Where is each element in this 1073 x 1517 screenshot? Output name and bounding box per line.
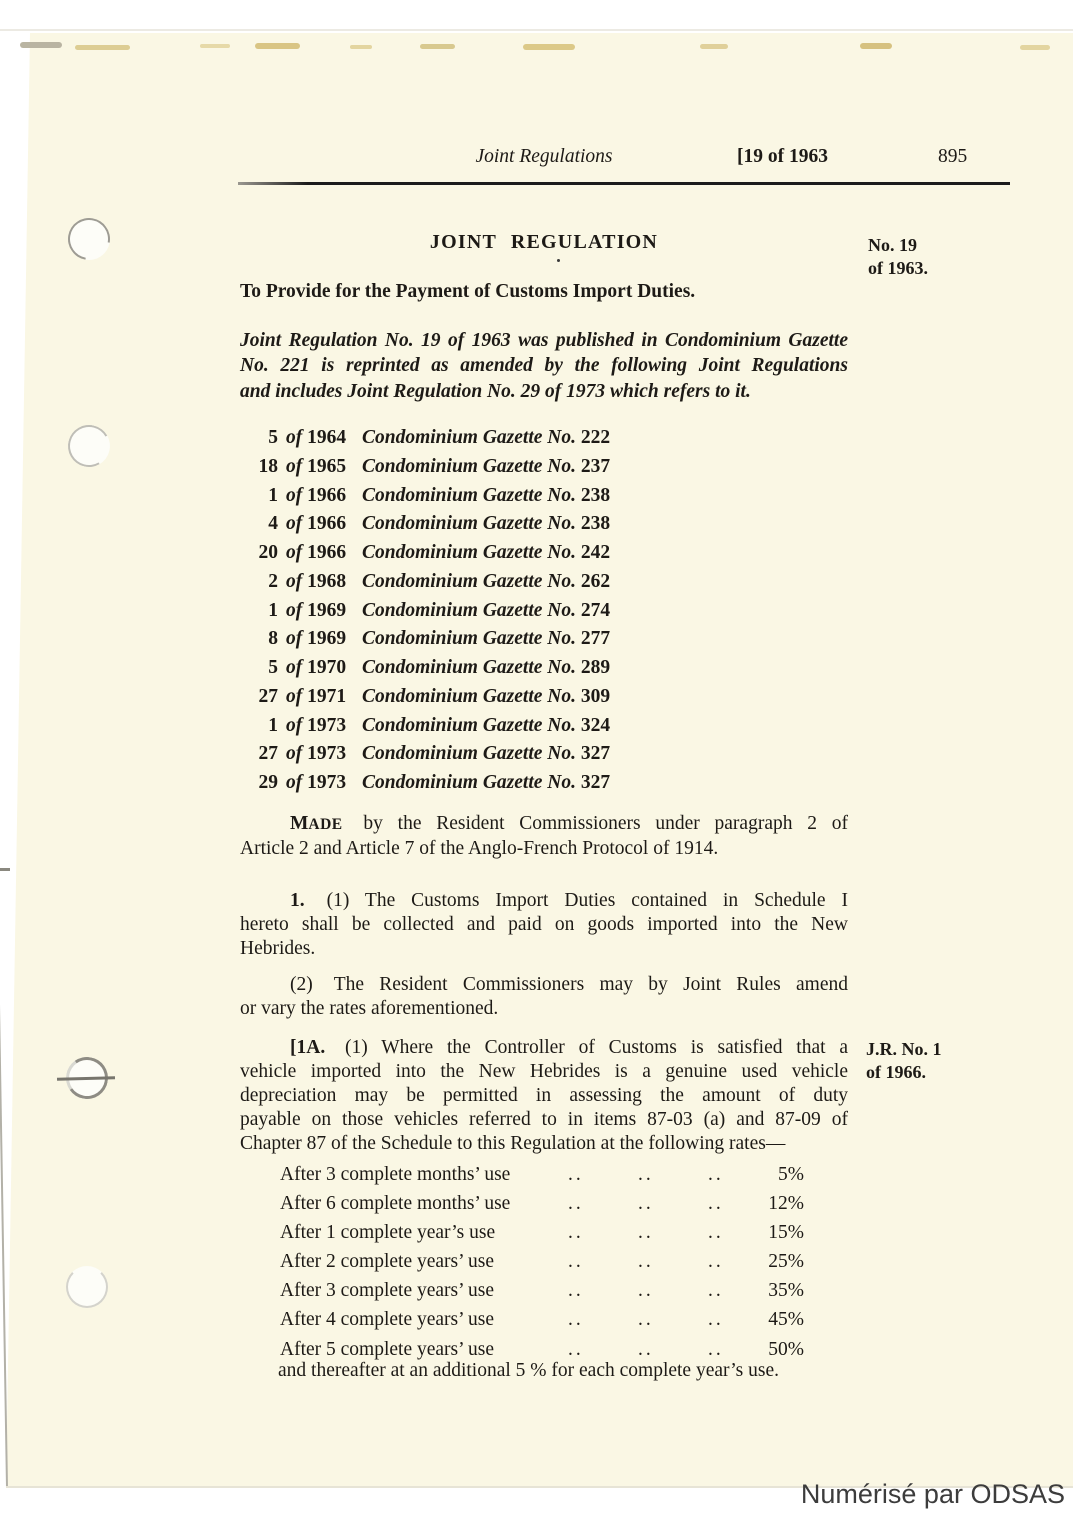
amendment-row xyxy=(240,424,800,453)
rate-value: 35% xyxy=(768,1280,804,1302)
gazette-label: Condominium Gazette No. xyxy=(362,570,576,592)
amendment-row xyxy=(240,712,800,741)
rate-label: After 3 complete months’ use xyxy=(280,1164,511,1185)
scan-artifact xyxy=(0,868,10,871)
made-clause-line: MADE by the Resident Commissioners under paragraph 2 of xyxy=(290,813,849,834)
gazette-issue: 238 xyxy=(580,513,611,535)
of-label: of xyxy=(286,513,303,535)
amendment-number: 20 xyxy=(258,542,278,563)
section-line: depreciation may be permitted in assessing the amount of duty xyxy=(240,1085,848,1106)
gazette-label: Condominium Gazette No. xyxy=(362,455,576,477)
gazette-issue: 324 xyxy=(580,714,611,736)
gazette-issue: 309 xyxy=(580,685,611,707)
amendment-year xyxy=(286,510,354,539)
year-value: 1968 xyxy=(307,570,347,592)
amendment-gazette xyxy=(362,453,800,482)
of-label: of xyxy=(286,628,303,650)
amendment-gazette xyxy=(362,568,800,597)
amendment-number: 2 xyxy=(268,570,278,592)
margin-note-line: J.R. No. 1 xyxy=(866,1039,942,1059)
year-value: 1966 xyxy=(307,513,347,535)
preamble-line: and includes Joint Regulation No. 29 of 1973 which refers to it. xyxy=(240,380,751,402)
dot-leader: .. xyxy=(708,1164,724,1185)
gazette-issue: 238 xyxy=(580,484,611,506)
section-line: Chapter 87 of the Schedule to this Regulation at the following rates— xyxy=(240,1133,786,1154)
dot-leader: .. xyxy=(638,1193,654,1215)
amendment-number: 1 xyxy=(268,484,278,506)
of-label: of xyxy=(286,427,303,448)
gazette-label: Condominium Gazette No. xyxy=(362,743,576,765)
dot-leader: .. xyxy=(708,1309,724,1331)
amendment-gazette xyxy=(362,625,800,654)
rate-value: 45% xyxy=(768,1309,804,1331)
amendment-year xyxy=(286,568,354,597)
year-value: 1964 xyxy=(307,427,347,448)
dot-leader: .. xyxy=(568,1338,584,1360)
gazette-label: Condominium Gazette No. xyxy=(362,628,576,650)
gazette-issue: 222 xyxy=(580,427,611,448)
amendment-row xyxy=(240,482,800,511)
made-clause-line: Article 2 and Article 7 of the Anglo-French Protocol of 1914. xyxy=(240,838,719,859)
gazette-label: Condominium Gazette No. xyxy=(362,772,576,793)
amendment-year xyxy=(286,683,354,712)
amendment-row xyxy=(240,568,800,597)
rate-row xyxy=(280,1276,804,1305)
amendment-year xyxy=(286,424,354,453)
dot-leader: .. xyxy=(708,1222,724,1244)
amendment-number: 18 xyxy=(258,455,278,477)
amendment-gazette xyxy=(362,712,800,741)
rate-value: 12% xyxy=(768,1193,804,1215)
section-line: hereto shall be collected and paid on goods imported into the New xyxy=(240,914,848,935)
gazette-issue: 237 xyxy=(580,455,611,477)
amendment-year xyxy=(286,654,354,683)
amendment-year xyxy=(286,769,354,798)
of-label: of xyxy=(286,599,303,621)
subsection-number: (2) xyxy=(290,974,313,995)
amendment-row xyxy=(240,625,800,654)
amendment-row xyxy=(240,453,800,482)
gazette-label: Condominium Gazette No. xyxy=(362,657,576,678)
scan-artifact xyxy=(420,44,455,49)
year-value: 1973 xyxy=(307,714,347,736)
paper-left-edge xyxy=(0,33,8,1487)
dot-leader: .. xyxy=(568,1309,584,1331)
gazette-issue: 242 xyxy=(580,542,611,563)
preamble-line: No. 221 is reprinted as amended by the following Joint Regulations xyxy=(240,355,848,377)
dot-leader: .. xyxy=(638,1251,654,1273)
dot-leader: .. xyxy=(568,1251,584,1273)
amendment-gazette xyxy=(362,597,800,626)
gazette-label: Condominium Gazette No. xyxy=(362,513,576,535)
year-value: 1966 xyxy=(307,484,347,506)
section-line: 1. (1) The Customs Import Duties contained in Schedule I xyxy=(290,890,849,911)
of-label: of xyxy=(286,542,303,563)
made-word-cap: MADE xyxy=(290,813,343,834)
amendment-row xyxy=(240,740,800,769)
section-line: Hebrides. xyxy=(240,938,316,959)
of-label: of xyxy=(286,455,303,477)
rate-label: After 1 complete year’s use xyxy=(280,1222,496,1244)
dot-leader: .. xyxy=(708,1251,724,1273)
gazette-label: Condominium Gazette No. xyxy=(362,685,576,707)
dot-leader: .. xyxy=(638,1222,654,1244)
amendment-gazette xyxy=(362,510,800,539)
dot-leader: .. xyxy=(568,1280,584,1302)
amendment-number: 1 xyxy=(268,599,278,621)
of-label: of xyxy=(286,657,303,678)
amendment-number: 5 xyxy=(268,657,278,678)
scan-artifact xyxy=(200,44,230,48)
rate-row xyxy=(280,1247,804,1276)
amendment-year xyxy=(286,597,354,626)
amendment-row xyxy=(240,769,800,798)
amendment-gazette xyxy=(362,424,800,453)
margin-note-jr-reference xyxy=(866,1038,942,1084)
amendment-number: 27 xyxy=(258,685,278,707)
amendment-row xyxy=(240,683,800,712)
rate-value: 50% xyxy=(768,1338,804,1360)
amendment-row xyxy=(240,510,800,539)
dot-leader: .. xyxy=(638,1164,654,1185)
punch-hole xyxy=(66,1266,108,1308)
of-label: of xyxy=(286,743,303,765)
regulation-title: To Provide for the Payment of Customs Import Duties. xyxy=(240,281,696,302)
gazette-label: Condominium Gazette No. xyxy=(362,484,576,506)
section-line: or vary the rates aforementioned. xyxy=(240,998,499,1019)
scan-artifact xyxy=(700,44,728,49)
gazette-issue: 327 xyxy=(580,772,611,793)
scan-artifact xyxy=(523,44,575,50)
gazette-issue: 274 xyxy=(580,599,611,621)
dot-leader: .. xyxy=(568,1222,584,1244)
amendment-number: 5 xyxy=(268,427,278,448)
gazette-label: Condominium Gazette No. xyxy=(362,427,576,448)
section-number: 1. xyxy=(290,890,305,911)
dot-leader: .. xyxy=(568,1193,584,1215)
rate-row xyxy=(280,1160,804,1189)
running-header-reference: [19 of 1963 xyxy=(737,146,828,167)
amendment-number: 1 xyxy=(268,714,278,736)
made-clause xyxy=(240,812,848,861)
amendment-number: 29 xyxy=(258,772,278,793)
rate-label: After 6 complete months’ use xyxy=(280,1193,511,1215)
year-value: 1969 xyxy=(307,599,347,621)
amendment-year xyxy=(286,453,354,482)
dot-leader: .. xyxy=(708,1280,724,1302)
amendment-number: 27 xyxy=(258,743,278,765)
of-label: of xyxy=(286,570,303,592)
rate-label: After 3 complete years’ use xyxy=(280,1280,495,1302)
amendments-list xyxy=(240,424,800,798)
margin-note-line: of 1963. xyxy=(868,258,928,278)
gazette-label: Condominium Gazette No. xyxy=(362,542,576,563)
header-rule xyxy=(238,182,1010,185)
amendment-number: 4 xyxy=(268,513,278,535)
gazette-issue: 289 xyxy=(580,657,611,678)
regulation-heading: JOINT REGULATION xyxy=(429,231,659,253)
rate-value: 25% xyxy=(768,1251,804,1273)
of-label: of xyxy=(286,484,303,506)
amendment-gazette xyxy=(362,482,800,511)
scan-artifact xyxy=(557,259,560,262)
page-number: 895 xyxy=(938,146,968,167)
rate-value: 5% xyxy=(778,1164,804,1185)
rate-label: After 2 complete years’ use xyxy=(280,1251,495,1273)
amendment-year xyxy=(286,625,354,654)
amendment-gazette xyxy=(362,539,800,568)
section-number: [1A. xyxy=(290,1037,326,1058)
section-line: vehicle imported into the New Hebrides is a genuine used vehicle xyxy=(240,1061,848,1082)
amendment-row xyxy=(240,654,800,683)
margin-note-regulation-number xyxy=(868,234,928,280)
section-line: payable on those vehicles referred to in items 87-03 (a) and 87-09 of xyxy=(240,1109,848,1130)
dot-leader: .. xyxy=(568,1164,584,1185)
scan-artifact xyxy=(20,42,62,48)
section-1-2 xyxy=(240,973,848,1021)
amendment-gazette xyxy=(362,654,800,683)
section-line: [1A. (1) Where the Controller of Customs is satisfied that a xyxy=(290,1037,849,1058)
year-value: 1973 xyxy=(307,743,347,765)
year-value: 1971 xyxy=(307,685,347,707)
amendment-year xyxy=(286,482,354,511)
amendment-number: 8 xyxy=(268,628,278,650)
dot-leader: .. xyxy=(638,1338,654,1360)
year-value: 1973 xyxy=(307,772,347,793)
amendment-gazette xyxy=(362,740,800,769)
rate-row xyxy=(280,1218,804,1247)
of-label: of xyxy=(286,714,303,736)
scan-artifact xyxy=(860,43,892,49)
scan-artifact xyxy=(1020,45,1050,50)
dot-leader: .. xyxy=(638,1280,654,1302)
rate-label: After 4 complete years’ use xyxy=(280,1309,495,1331)
amendment-year xyxy=(286,712,354,741)
scan-edge-hairline xyxy=(0,29,1073,31)
preamble-paragraph xyxy=(240,328,848,404)
scan-artifact xyxy=(255,43,300,49)
amendment-year xyxy=(286,539,354,568)
rate-row xyxy=(280,1189,804,1218)
dot-leader: .. xyxy=(638,1309,654,1331)
margin-note-line: No. 19 xyxy=(868,235,917,255)
section-line: (2) The Resident Commissioners may by Joint Rules amend xyxy=(290,974,848,995)
year-value: 1970 xyxy=(307,657,347,678)
rate-value: 15% xyxy=(768,1222,804,1244)
gazette-issue: 262 xyxy=(580,570,611,592)
depreciation-rates-table xyxy=(280,1160,804,1364)
gazette-issue: 277 xyxy=(580,628,611,650)
gazette-label: Condominium Gazette No. xyxy=(362,599,576,621)
of-label: of xyxy=(286,772,303,793)
section-1a xyxy=(240,1036,848,1156)
scan-artifact xyxy=(350,45,372,49)
scan-watermark: Numérisé par ODSAS xyxy=(800,1479,1065,1509)
rate-row xyxy=(280,1305,804,1334)
amendment-year xyxy=(286,740,354,769)
gazette-label: Condominium Gazette No. xyxy=(362,714,576,736)
preamble-line: Joint Regulation No. 19 of 1963 was published in Condominium Gazette xyxy=(240,330,848,351)
year-value: 1966 xyxy=(307,542,347,563)
running-header-title: Joint Regulations xyxy=(475,146,613,167)
year-value: 1969 xyxy=(307,628,347,650)
dot-leader: .. xyxy=(708,1193,724,1215)
gazette-issue: 327 xyxy=(580,743,611,765)
of-label: of xyxy=(286,685,303,707)
amendment-gazette xyxy=(362,683,800,712)
margin-note-line: of 1966. xyxy=(866,1062,926,1082)
scan-artifact xyxy=(75,45,130,50)
section-1-1 xyxy=(240,889,848,961)
rate-label: After 5 complete years’ use xyxy=(280,1338,495,1360)
amendment-row xyxy=(240,539,800,568)
amendment-gazette xyxy=(362,769,800,798)
dot-leader: .. xyxy=(708,1338,724,1360)
year-value: 1965 xyxy=(307,455,347,477)
rates-footer: and thereafter at an additional 5 % for each complete year’s use. xyxy=(278,1360,779,1381)
amendment-row xyxy=(240,597,800,626)
